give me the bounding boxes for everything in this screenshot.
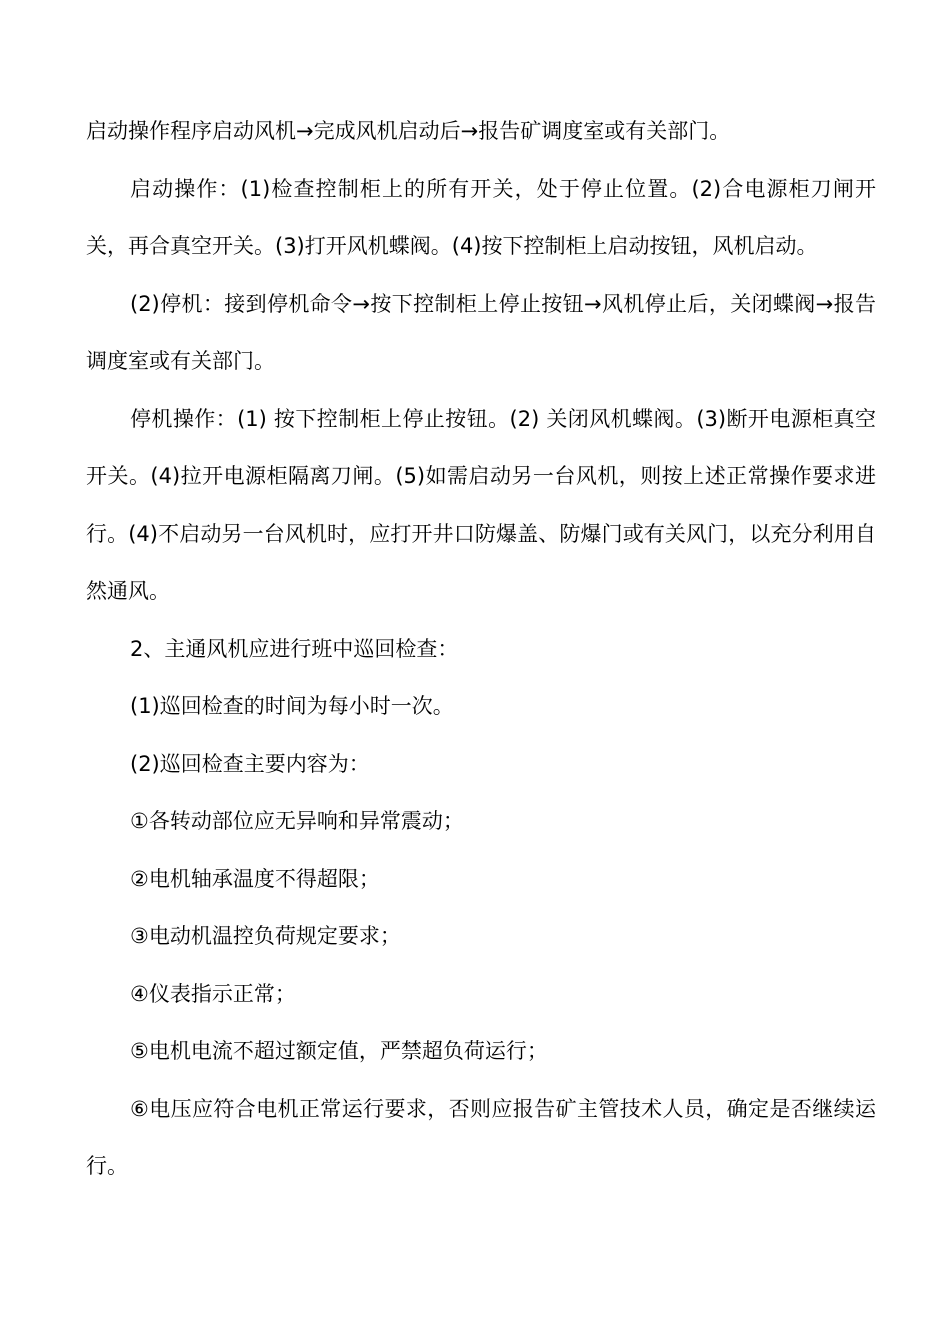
list-item-check-3: ③电动机温控负荷规定要求； [130, 924, 401, 948]
paragraph-startup-procedure: 启动操作程序启动风机→完成风机启动后→报告矿调度室或有关部门。 [86, 119, 731, 143]
list-item-check-1: ①各转动部位应无异响和异常震动； [130, 809, 464, 833]
section-heading-inspection: 2、主通风机应进行班中巡回检查： [130, 636, 459, 661]
paragraph-shutdown-procedure: (2)停机：接到停机命令→按下控制柜上停止按钮→风机停止后，关闭蝶阀→报告调度室或有关部门。 [86, 291, 876, 373]
list-item-check-4: ④仪表指示正常； [130, 981, 296, 1006]
list-item-check-5: ⑤电机电流不超过额定值，严禁超负荷运行； [130, 1039, 548, 1063]
document-body [86, 103, 876, 1196]
list-item-inspection-interval: (1)巡回检查的时间为每小时一次。 [130, 694, 454, 718]
paragraph-shutdown-operation: 停机操作：(1) 按下控制柜上停止按钮。(2) 关闭风机蝶阀。(3)断开电源柜真空开关。(4)拉开电源柜隔离刀闸。(5)如需启动另一台风机，则按上述正常操作要求进行。(4)不启动另一台风机时，应打开井口防爆盖、防爆门或有关风门，以充分利用自然通风。 [86, 406, 876, 603]
list-item-check-2: ②电机轴承温度不得超限； [130, 866, 380, 891]
paragraph-startup-operation: 启动操作：(1)检查控制柜上的所有开关，处于停止位置。(2)合电源柜刀闸开关，再合真空开关。(3)打开风机蝶阀。(4)按下控制柜上启动按钮，风机启动。 [86, 176, 876, 258]
list-item-inspection-contents: (2)巡回检查主要内容为： [130, 751, 370, 776]
list-item-check-6: ⑥电压应符合电机正常运行要求，否则应报告矿主管技术人员，确定是否继续运行。 [86, 1096, 876, 1178]
